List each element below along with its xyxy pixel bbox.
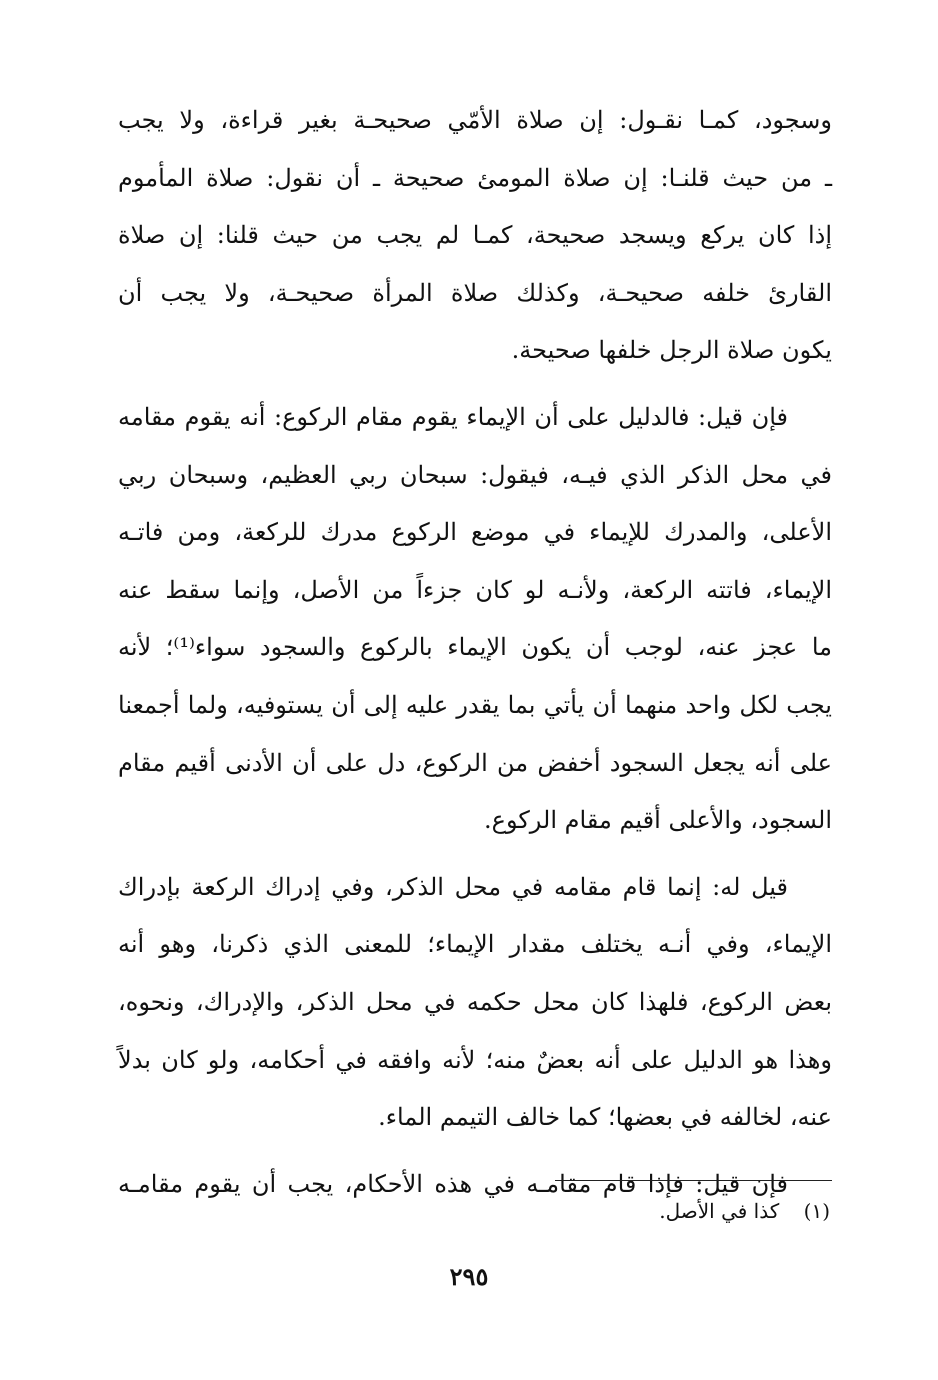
- text-line: يجب لكل واحد منهما أن يأتي بما يقدر عليه إلى أن يستوفيه، ولما أجمعنا: [118, 690, 832, 719]
- text-line: الأعلى، والمدرك للإيماء في موضع الركوع مدرك للركعة، ومن فاتـه: [118, 518, 832, 547]
- text-line: وهذا هو الدليل على أنه بعضٌ منه؛ لأنه وافقه في أحكامه، ولو كان بدلاً: [118, 1045, 833, 1074]
- footnote-text: كذا في الأصل.: [659, 1199, 780, 1223]
- text-line: الإيماء، وفي أنـه يختلف مقدار الإيماء؛ للمعنى الذي ذكرنا، وهو أنه: [118, 930, 832, 959]
- text-line: فإن قيل: فالدليل على أن الإيماء يقوم مقام الركوع: أنه يقوم مقامه: [118, 402, 788, 431]
- text-line: الإيماء، فاتته الركعة، ولأنـه لو كان جزءاً من الأصل، وإنما سقط عنه: [118, 575, 832, 604]
- text-line: وسجود، كمـا نقـول: إن صلاة الأمّي صحيحـة بغير قراءة، ولا يجب: [118, 106, 832, 134]
- text-line: على أنه يجعل السجود أخفض من الركوع، دل على أن الأدنى أقيم مقام: [118, 748, 832, 777]
- text-line: بعض الركوع، فلهذا كان محل حكمه في محل الذكر، والإدراك، ونحوه،: [118, 987, 832, 1016]
- text-line: السجود، والأعلى أقيم مقام الركوع.: [484, 806, 832, 835]
- text-line: ـ من حيث قلنـا: إن صلاة المومئ صحيحة ـ أن نقول: صلاة المأموم: [118, 163, 832, 192]
- paragraph-2: [118, 389, 832, 850]
- main-text: [118, 92, 832, 1222]
- text-line: في محل الذكر الذي فيـه، فيقول: سبحان ربي العظيم، وسبحان ربي: [118, 460, 832, 489]
- text-line: القارئ خلفه صحيحـة، وكذلك صلاة المرأة صحيحـة، ولا يجب أن: [118, 278, 832, 307]
- footnote-divider: [555, 1180, 832, 1181]
- text-line: عنه، لخالفه في بعضها؛ كما خالف التيمم الماء.: [378, 1103, 832, 1132]
- text-line: ما عجز عنه، لوجب أن يكون الإيماء بالركوع والسجود سواء⁽¹⁾؛ لأنه: [118, 633, 832, 662]
- text-line: قيل له: إنما قام مقامه في محل الذكر، وفي إدراك الركعة بإدراك: [118, 872, 788, 901]
- page-number: ٢٩٥: [449, 1262, 489, 1291]
- text-line: يكون صلاة الرجل خلفها صحيحة.: [511, 336, 832, 365]
- footnote: [659, 1196, 830, 1226]
- paragraph-1: [118, 92, 832, 380]
- text-line: فإن قيل: فإذا قام مقامـه في هذه الأحكام، يجب أن يقوم مقامـه: [118, 1169, 788, 1198]
- text-line: إذا كان يركع ويسجد صحيحة، كمـا لم يجب من حيث قلنا: إن صلاة: [118, 221, 832, 250]
- footnote-number: (١): [803, 1199, 830, 1223]
- paragraph-3: [118, 859, 832, 1147]
